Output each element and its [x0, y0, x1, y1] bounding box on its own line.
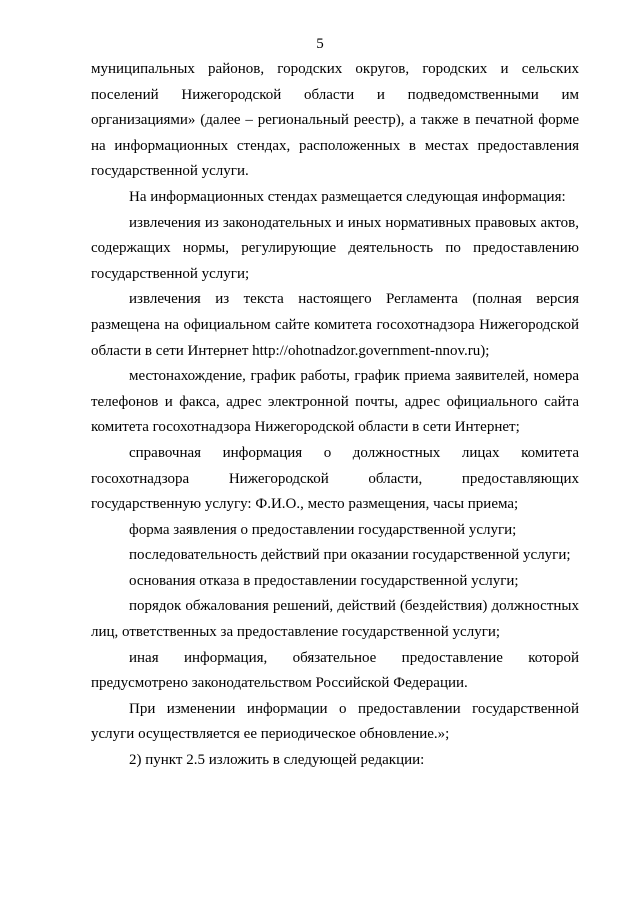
- paragraph-refusal-grounds: основания отказа в предоставлении государственной услуги;: [129, 572, 519, 589]
- paragraph-legal-extracts: извлечения из законодательных и иных нормативных правовых актов, содержащих нормы, регулирующие деятельность по предоставлению государственной услуги;: [91, 214, 579, 282]
- paragraph-periodic-update: При изменении информации о предоставлении государственной услуги осуществляется ее периодическое обновление.»;: [91, 700, 579, 743]
- paragraph-regulation-extracts: извлечения из текста настоящего Регламента (полная версия размещена на официальном сайте комитета госохотнадзора Нижегородской области в сети Интернет http://ohotnadzor.government-nnov.ru);: [91, 291, 579, 359]
- paragraph-other-info: иная информация, обязательное предоставление которой предусмотрено законодательством Российской Федерации.: [91, 649, 579, 692]
- paragraph-info-stands-intro: На информационных стендах размещается следующая информация:: [129, 188, 566, 205]
- paragraph-appeal-procedure: порядок обжалования решений, действий (бездействия) должностных лиц, ответственных за предоставление государственной услуги;: [91, 598, 579, 641]
- paragraph-amendment-item: 2) пункт 2.5 изложить в следующей редакции:: [129, 752, 425, 769]
- paragraph-reference-info: справочная информация о должностных лицах комитета госохотнадзора Нижегородской области, предоставляющих государственную услугу: Ф.И.О., место размещения, часы приема;: [91, 444, 579, 513]
- paragraph-continuation: муниципальных районов, городских округов, городских и сельских поселений Нижегородской области и подведомственными им организациями» (далее – региональный реестр), а также в печатной форме на информационных стендах, расположенных в местах предоставления государственной услуги.: [91, 61, 579, 180]
- paragraph-sequence-of-actions: последовательность действий при оказании государственной услуги;: [129, 547, 571, 564]
- page-number: 5: [316, 36, 324, 52]
- document-body: [91, 57, 579, 774]
- paragraph-location-schedule: местонахождение, график работы, график приема заявителей, номера телефонов и факса, адрес электронной почты, адрес официального сайта комитета госохотнадзора Нижегородской области в сети Интернет;: [91, 368, 579, 436]
- paragraph-application-form: форма заявления о предоставлении государственной услуги;: [129, 521, 517, 538]
